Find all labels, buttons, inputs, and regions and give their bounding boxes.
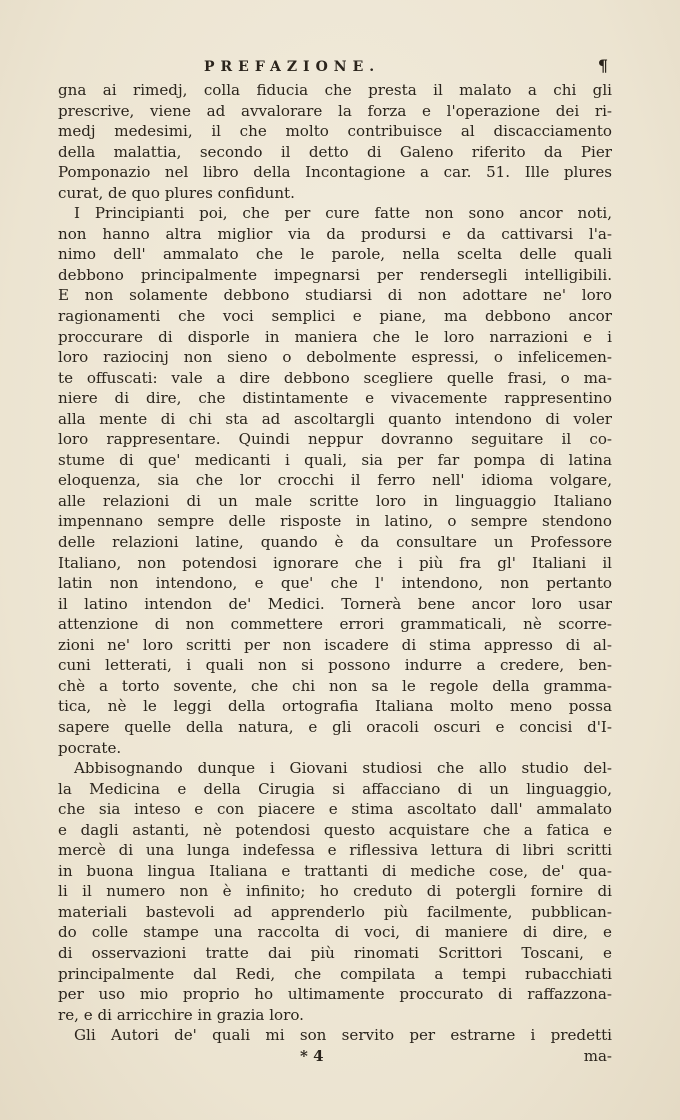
text-line: nimo dell' ammalato che le parole, nella scelta delle quali [58,245,612,264]
page-footer [300,1047,612,1065]
text-line: che sia inteso e con piacere e stima ascoltato dall' ammalato [58,800,612,819]
text-line: do colle stampe una raccolta di voci, di maniere di dire, e [58,923,612,942]
text-line: mercè di una lunga indefessa e riflessiva lettura di libri scritti [58,841,612,860]
text-line: alla mente di chi sta ad ascoltargli quanto intendono di voler [58,409,612,428]
text-line: debbono principalmente impegnarsi per rendersegli intelligibili. [58,265,612,284]
text-line: gna ai rimedj, colla fiducia che presta il malato a chi gli [58,81,612,99]
text-line: proccurare di disporle in maniera che le loro narrazioni e i [58,327,612,346]
running-head [204,56,612,78]
text-line: curat, de quo plures confidunt. [58,183,295,202]
text-line: Pomponazio nel libro della Incontagione a car. 51. Ille plures [58,163,612,182]
text-line: eloquenza, sia che lor crocchi il ferro nell' idioma volgare, [58,471,612,490]
text-line: impennano sempre delle risposte in latino, o sempre stendono [58,512,612,531]
text-line: I Principianti poi, che per cure fatte non sono ancor noti, [74,204,612,223]
text-line: e dagli astanti, nè potendosi questo acquistare che a fatica e [58,820,612,839]
text-line: il latino intendon de' Medici. Tornerà bene ancor loro usar [58,594,612,613]
text-line: la Medicina e della Cirugia si affacciano di un linguaggio, [58,779,612,798]
text-line: loro rappresentare. Quindi neppur dovranno seguitare il co- [58,430,612,449]
text-line: zioni ne' loro scritti per non iscadere di stima appresso di al- [58,635,612,654]
text-line: Gli Autori de' quali mi son servito per estrarne i predetti [74,1026,612,1045]
text-line: li il numero non è infinito; ho creduto di potergli fornire di [58,882,612,901]
text-line: chè a torto sovente, che chi non sa le regole della gramma- [58,676,612,695]
text-line: loro raziocinj non sieno o debolmente espressi, o infelicemen- [58,348,612,367]
text-line: E non solamente debbono studiarsi di non adottare ne' loro [58,286,612,305]
catchword: ma- [583,1046,612,1065]
text-line: cuni letterati, i quali non si possono indurre a credere, ben- [58,656,612,675]
page-mark: ¶ [597,56,608,75]
text-line: alle relazioni di un male scritte loro in linguaggio Italiano [58,491,612,510]
text-line: pocrate. [58,738,122,757]
text-line: niere di dire, che distintamente e vivacemente rappresentino [58,389,612,408]
text-line: te offuscati: vale a dire debbono scegliere quelle frasi, o ma- [58,368,612,387]
signature-mark: * 4 [300,1046,324,1065]
text-line: delle relazioni latine, quando è da consultare un Professore [58,533,612,552]
body-text [58,80,612,1046]
text-line: attenzione di non commettere errori grammaticali, nè scorre- [58,615,612,634]
running-title: PREFAZIONE. [204,59,381,75]
text-line: di osservazioni tratte dai più rinomati Scrittori Toscani, e [58,943,612,962]
text-line: sapere quelle della natura, e gli oracoli oscuri e concisi d'I- [58,717,612,736]
text-line: principalmente dal Redi, che compilata a tempi rubacchiati [58,964,612,983]
text-line: prescrive, viene ad avvalorare la forza e l'operazione dei ri- [58,101,612,120]
text-line: in buona lingua Italiana e trattanti di mediche cose, de' qua- [58,861,612,880]
text-line: non hanno altra miglior via da prodursi e da cattivarsi l'a- [58,224,612,243]
text-line: per uso mio proprio ho ultimamente proccurato di raffazzona- [58,985,612,1004]
text-line: Abbisognando dunque i Giovani studiosi che allo studio del- [74,759,612,778]
text-line: re, e di arricchire in grazia loro. [58,1005,304,1024]
text-line: della malattia, secondo il detto di Galeno riferito da Pier [58,142,612,161]
text-line: tica, nè le leggi della ortografia Italiana molto meno possa [58,697,612,716]
text-line: latin non intendono, e que' che l' intendono, non pertanto [58,574,612,593]
text-line: Italiano, non potendosi ignorare che i più fra gl' Italiani il [58,553,612,572]
text-line: medj medesimi, il che molto contribuisce al discacciamento [58,122,612,141]
text-line: materiali bastevoli ad apprenderlo più facilmente, pubblican- [58,902,612,921]
text-line: ragionamenti che voci semplici e piane, ma debbono ancor [58,307,612,326]
text-line: stume di que' medicanti i quali, sia per far pompa di latina [58,450,612,469]
